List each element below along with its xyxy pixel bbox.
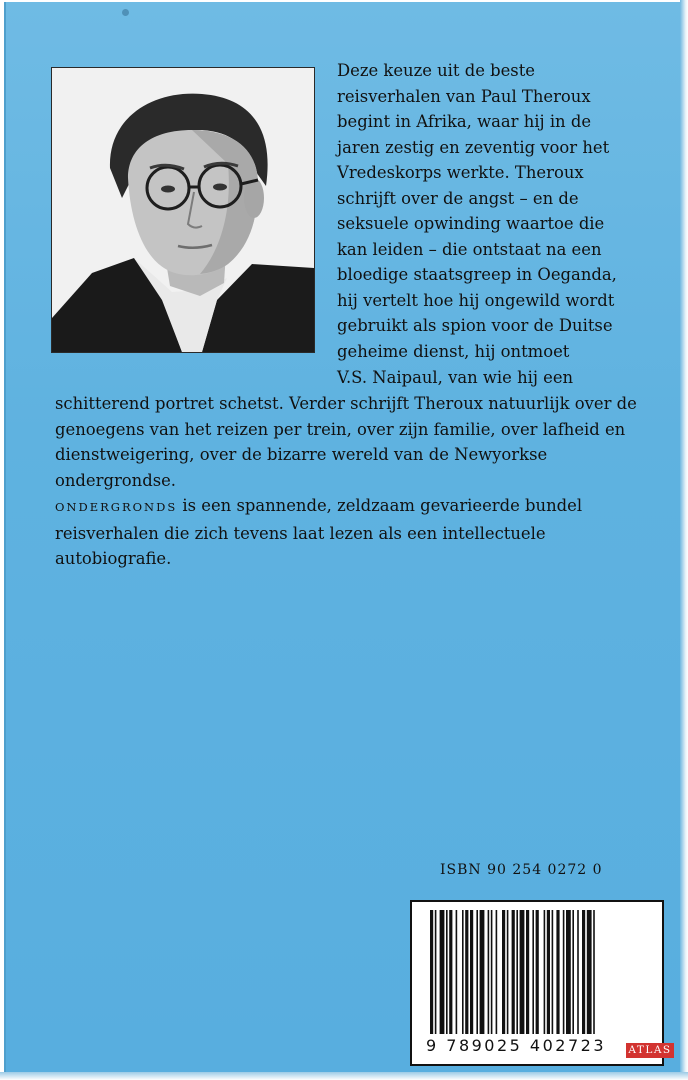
- author-photo: [51, 67, 315, 353]
- isbn-label: ISBN 90 254 0272 0: [440, 862, 603, 878]
- intro-line: bloedige staatsgreep in Oeganda,: [337, 265, 617, 285]
- intro-line: Vredeskorps werkte. Theroux: [337, 163, 584, 183]
- closing-text: is een spannende, zeldzaam gevarieerde bundel: [177, 496, 583, 516]
- barcode-bar: [516, 910, 518, 1034]
- barcode-bar: [556, 910, 559, 1034]
- body-line: schitterend portret schetst. Verder schrijft Theroux natuurlijk over de: [55, 394, 637, 413]
- intro-line: hij vertelt hoe hij ongewild wordt: [337, 290, 615, 310]
- barcode-bar: [470, 910, 473, 1034]
- barcode-bar: [582, 910, 585, 1034]
- intro-line: kan leiden – die ontstaat na een: [337, 239, 602, 259]
- intro-line: geheime dienst, hij ontmoet: [337, 342, 570, 362]
- barcode-bar: [440, 910, 445, 1034]
- barcode-bar: [593, 910, 595, 1034]
- intro-line: begint in Afrika, waar hij in de: [337, 112, 592, 132]
- intro-line: Deze keuze uit de beste: [337, 61, 536, 80]
- closing-line-3: autobiografie.: [55, 549, 172, 569]
- body-line: dienstweigering, over de bizarre wereld van de Newyorkse: [55, 445, 548, 465]
- barcode-bar: [446, 910, 448, 1034]
- barcode-bar: [456, 910, 458, 1034]
- barcode-bar: [502, 910, 505, 1034]
- barcode: [410, 900, 664, 1066]
- barcode-bar: [587, 910, 592, 1034]
- barcode-bars: [430, 910, 644, 1034]
- description-body: [55, 391, 671, 572]
- barcode-bar: [465, 910, 468, 1034]
- publisher-logo: ATLAS: [626, 1043, 674, 1058]
- book-title-smallcaps: ONDERGRONDS: [55, 500, 178, 515]
- barcode-number: 9 789025 402723: [426, 1036, 607, 1055]
- intro-line: jaren zestig en zeventig voor het: [337, 137, 610, 157]
- barcode-bar: [488, 910, 490, 1034]
- barcode-bar: [512, 910, 515, 1034]
- intro-line: schrijft over de angst – en de: [337, 188, 579, 208]
- author-portrait-illustration: [52, 68, 314, 352]
- barcode-bar: [480, 910, 485, 1034]
- barcode-bar: [532, 910, 534, 1034]
- page-edge: [680, 0, 688, 1080]
- barcode-bar: [476, 910, 478, 1034]
- closing-line-2: reisverhalen die zich tevens laat lezen als een intellectuele: [55, 523, 546, 543]
- barcode-bar: [552, 910, 554, 1034]
- intro-line: reisverhalen van Paul Theroux: [337, 86, 591, 106]
- barcode-bar: [563, 910, 565, 1034]
- barcode-bar: [430, 910, 433, 1034]
- description-intro: [337, 58, 673, 390]
- intro-line: gebruikt als spion voor de Duitse: [337, 316, 613, 336]
- barcode-bar: [572, 910, 574, 1034]
- intro-line: seksuele opwinding waartoe die: [337, 214, 605, 234]
- barcode-bar: [520, 910, 525, 1034]
- barcode-bar: [577, 910, 579, 1034]
- body-line: ondergrondse.: [55, 470, 177, 490]
- intro-line: V.S. Naipaul, van wie hij een: [337, 367, 574, 387]
- barcode-bar: [435, 910, 437, 1034]
- barcode-bar: [526, 910, 529, 1034]
- barcode-bar: [536, 910, 539, 1034]
- barcode-bar: [547, 910, 550, 1034]
- barcode-bar: [507, 910, 509, 1034]
- closing-line-1: [55, 493, 671, 521]
- page-edge-bottom: [0, 1072, 688, 1080]
- barcode-bar: [462, 910, 464, 1034]
- body-line: genoegens van het reizen per trein, over zijn familie, over lafheid en: [55, 419, 626, 439]
- pin-mark: [122, 9, 129, 16]
- barcode-bar: [566, 910, 571, 1034]
- barcode-bar: [544, 910, 546, 1034]
- barcode-bar: [491, 910, 493, 1034]
- barcode-bar: [496, 910, 498, 1034]
- barcode-bar: [449, 910, 452, 1034]
